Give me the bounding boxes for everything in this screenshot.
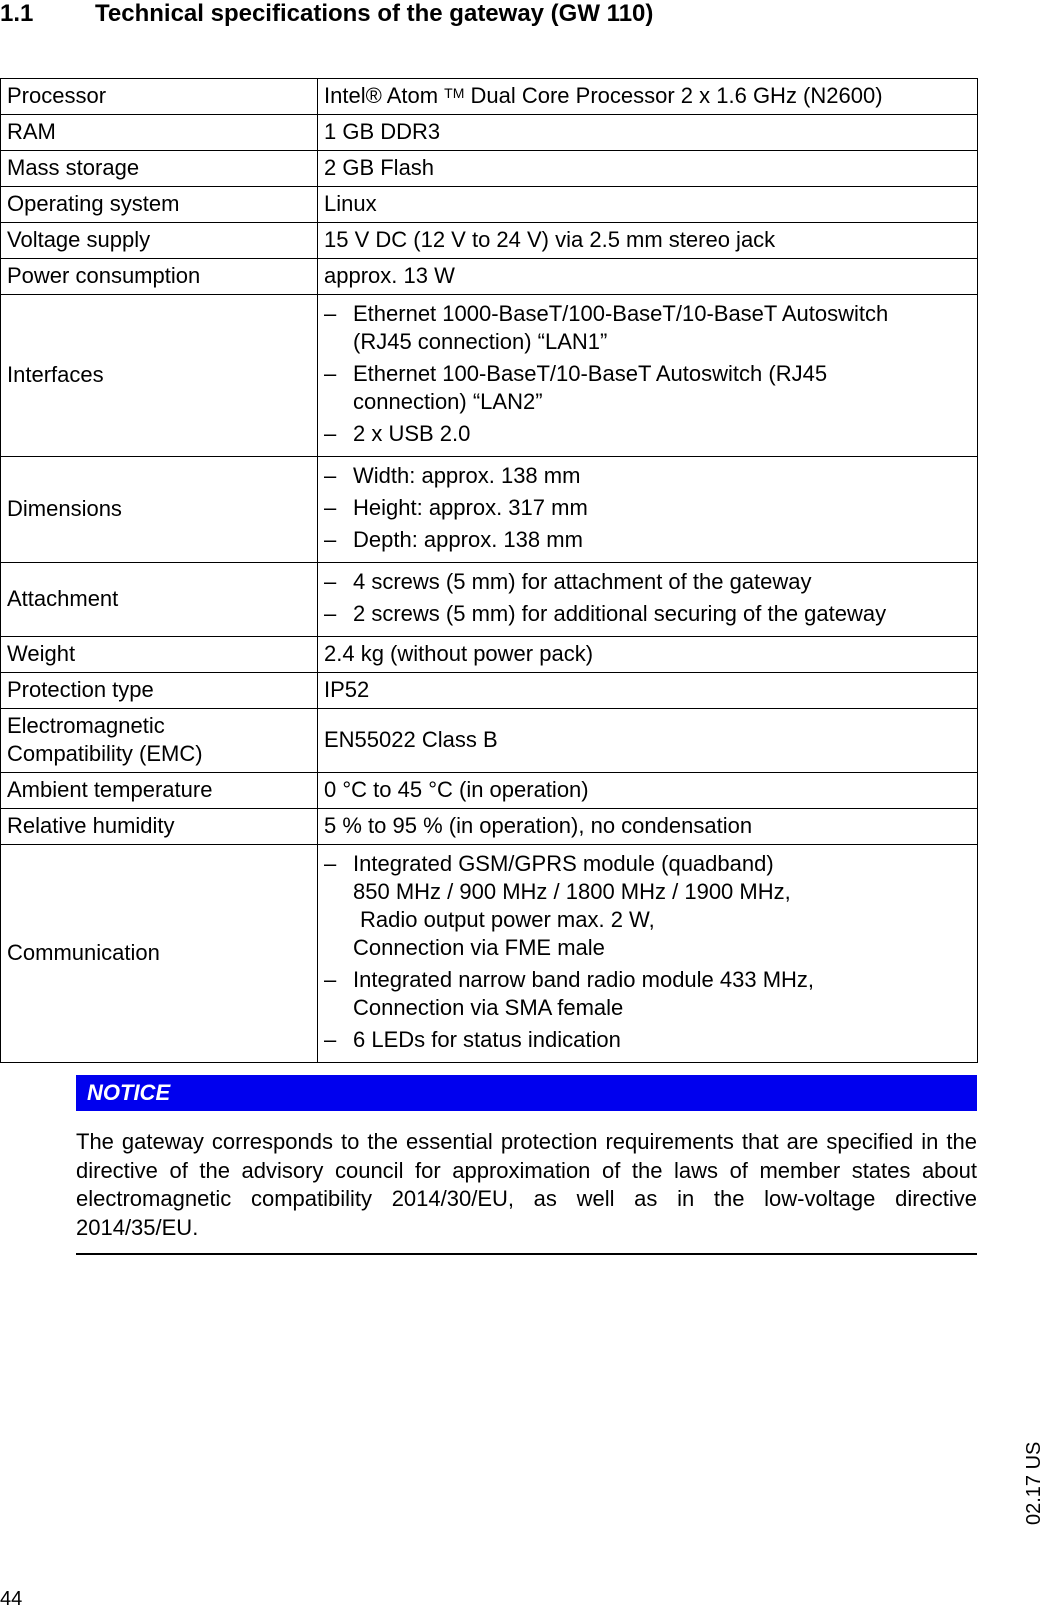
spec-value: approx. 13 W <box>318 259 978 295</box>
table-row <box>1 187 978 223</box>
table-row <box>1 845 978 1063</box>
section-heading <box>0 0 653 28</box>
communication-list <box>324 850 973 1054</box>
list-item: – 2 x USB 2.0 <box>324 421 471 446</box>
table-row <box>1 115 978 151</box>
spec-label: Attachment <box>1 563 318 637</box>
spec-label: Communication <box>1 845 318 1063</box>
table-row <box>1 295 978 457</box>
spec-value <box>318 563 978 637</box>
spec-value: 2 GB Flash <box>318 151 978 187</box>
spec-label: Protection type <box>1 673 318 709</box>
table-row <box>1 637 978 673</box>
spec-label: Processor <box>1 79 318 115</box>
list-item: – 2 screws (5 mm) for additional securing of the gateway <box>324 601 887 626</box>
spec-label: Voltage supply <box>1 223 318 259</box>
notice-divider <box>76 1253 977 1255</box>
list-item: – Height: approx. 317 mm <box>324 495 588 520</box>
spec-value: 15 V DC (12 V to 24 V) via 2.5 mm stereo jack <box>318 223 978 259</box>
table-row <box>1 673 978 709</box>
spec-value: Linux <box>318 187 978 223</box>
spec-value: Intel® Atom ™ Dual Core Processor 2 x 1.6 GHz (N2600) <box>318 79 978 115</box>
list-item: – Integrated narrow band radio module 433 MHz, Connection via SMA female <box>324 967 815 1020</box>
list-item: – Depth: approx. 138 mm <box>324 527 583 552</box>
spec-value: 2.4 kg (without power pack) <box>318 637 978 673</box>
list-item: – 4 screws (5 mm) for attachment of the gateway <box>324 569 812 594</box>
table-row <box>1 223 978 259</box>
dimensions-list <box>324 462 973 554</box>
interfaces-list <box>324 300 973 448</box>
notice-header: NOTICE <box>76 1075 977 1111</box>
spec-label: Power consumption <box>1 259 318 295</box>
spec-value: 0 °C to 45 °C (in operation) <box>318 773 978 809</box>
list-item: – Ethernet 1000-BaseT/100-BaseT/10-BaseT Autoswitch (RJ45 connection) “LAN1” <box>324 301 889 354</box>
table-row <box>1 79 978 115</box>
list-item: – Integrated GSM/GPRS module (quadband) 850 MHz / 900 MHz / 1800 MHz / 1900 MHz, Radio output power max. 2 W, Connection via FME male <box>324 851 791 960</box>
spec-label: Ambient temperature <box>1 773 318 809</box>
spec-label: Relative humidity <box>1 809 318 845</box>
document-code: 02.17 US <box>1023 1441 1045 1525</box>
page-number: 44 <box>0 1588 23 1610</box>
table-row <box>1 773 978 809</box>
spec-value: 1 GB DDR3 <box>318 115 978 151</box>
spec-value: 5 % to 95 % (in operation), no condensation <box>318 809 978 845</box>
spec-label: Electromagnetic Compatibility (EMC) <box>1 709 318 773</box>
spec-label: Mass storage <box>1 151 318 187</box>
spec-label: Interfaces <box>1 295 318 457</box>
spec-value <box>318 845 978 1063</box>
specifications-table <box>0 78 978 1063</box>
table-row <box>1 259 978 295</box>
table-row <box>1 809 978 845</box>
notice-text: The gateway corresponds to the essential protection requirements that are specified in the directive of the advisory council for approximation of the laws of member states about electromagnetic compatibility 2014/30/EU, as well as in the low-voltage directive 2014/35/EU. <box>76 1129 977 1240</box>
spec-value <box>318 295 978 457</box>
spec-value <box>318 457 978 563</box>
table-row <box>1 457 978 563</box>
spec-label: Dimensions <box>1 457 318 563</box>
spec-value: IP52 <box>318 673 978 709</box>
list-item: – 6 LEDs for status indication <box>324 1027 621 1052</box>
table-row <box>1 709 978 773</box>
attachment-list <box>324 568 973 628</box>
spec-label: Operating system <box>1 187 318 223</box>
spec-label: RAM <box>1 115 318 151</box>
table-row <box>1 563 978 637</box>
list-item: – Ethernet 100-BaseT/10-BaseT Autoswitch (RJ45 connection) “LAN2” <box>324 361 828 414</box>
trademark-superscript: TM <box>444 85 465 101</box>
spec-value: EN55022 Class B <box>318 709 978 773</box>
table-row <box>1 151 978 187</box>
spec-label: Weight <box>1 637 318 673</box>
section-number: 1.1 <box>0 0 34 27</box>
section-title: Technical specifications of the gateway (GW 110) <box>95 0 654 27</box>
list-item: – Width: approx. 138 mm <box>324 463 581 488</box>
